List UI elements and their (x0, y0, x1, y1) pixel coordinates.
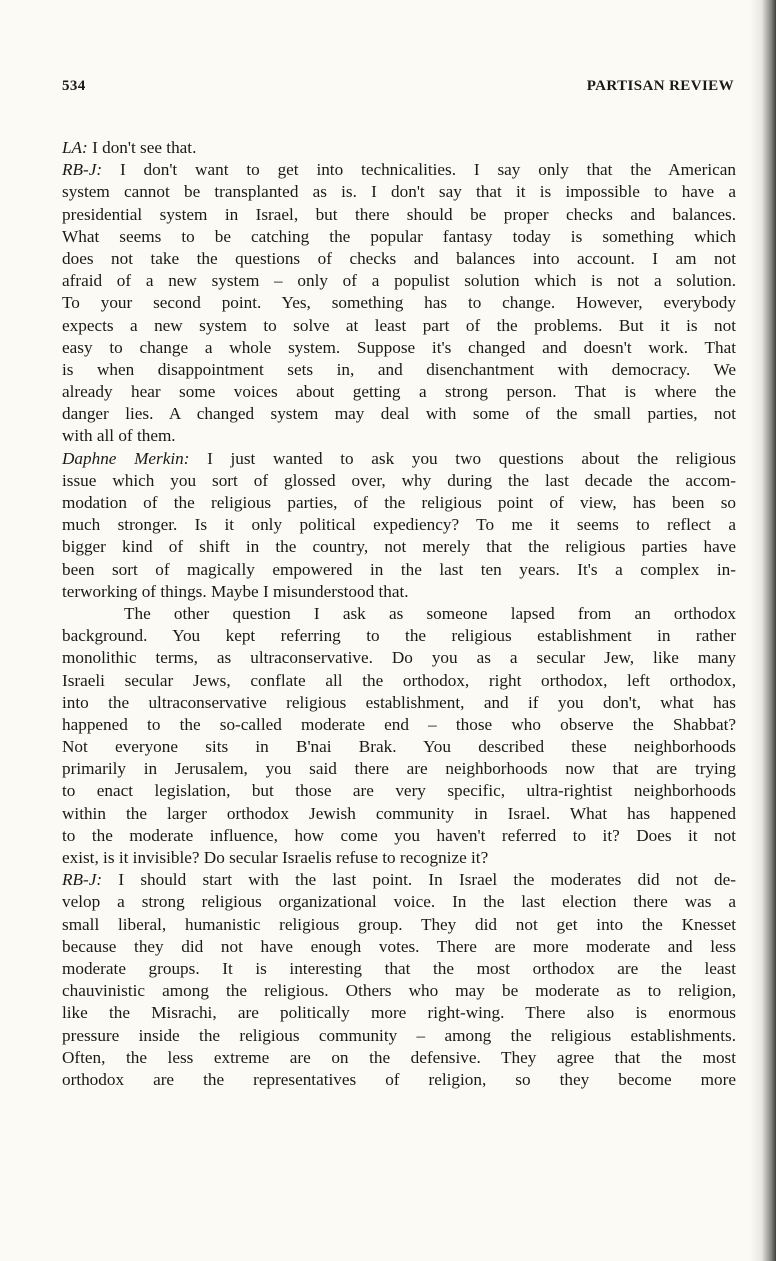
line-text: easy to change a whole system. Suppose it's changed and doesn't work. That (62, 337, 736, 357)
line-text: is when disappointment sets in, and disenchantment with democracy. We (62, 359, 736, 379)
text-line (62, 270, 736, 292)
line-text: I just wanted to ask you two questions about the religious (189, 448, 736, 468)
running-head: PARTISAN REVIEW (586, 78, 734, 94)
text-line (62, 492, 736, 514)
line-text: already hear some voices about getting a strong person. That is where the (62, 382, 736, 402)
line-text: small liberal, humanistic religious group. They did not get into the Knesset (62, 914, 736, 934)
text-line (62, 159, 736, 181)
text-line (62, 758, 736, 780)
text-line (62, 736, 736, 758)
line-text: issue which you sort of glossed over, why during the last decade the accom- (62, 470, 736, 490)
line-text: orthodox are the representatives of religion, so they become more (62, 1069, 736, 1089)
text-line (62, 315, 736, 337)
line-text: background. You kept referring to the religious establishment in rather (62, 626, 736, 646)
text-line (62, 403, 736, 425)
line-text: like the Misrachi, are politically more right-wing. There also is enormous (62, 1003, 736, 1023)
text-line (62, 337, 736, 359)
text-line (62, 248, 736, 270)
text-line (62, 891, 736, 913)
line-text: does not take the questions of checks and balances into account. I am not (62, 248, 736, 268)
text-line (62, 181, 736, 203)
line-text: much stronger. Is it only political expediency? To me it seems to reflect a (62, 515, 736, 535)
line-text: primarily in Jerusalem, you said there are neighborhoods now that are trying (62, 759, 736, 779)
text-line (62, 958, 736, 980)
line-text: bigger kind of shift in the country, not merely that the religious parties have (62, 537, 736, 557)
text-line (62, 847, 736, 869)
text-line (62, 647, 736, 669)
text-line (62, 980, 736, 1002)
text-line (62, 1002, 736, 1024)
text-line (62, 381, 736, 403)
text-line (62, 714, 736, 736)
speaker-label: RB-J: (62, 160, 103, 180)
text-line (62, 936, 736, 958)
text-line (62, 514, 736, 536)
line-text: velop a strong religious organizational voice. In the last election there was a (62, 892, 736, 912)
line-text: happened to the so-called moderate end – those who observe the Shabbat? (62, 714, 736, 734)
text-line (62, 825, 736, 847)
line-text: presidential system in Israel, but there should be proper checks and balances. (62, 204, 736, 224)
line-text: with all of them. (62, 426, 176, 446)
line-text: system cannot be transplanted as is. I don't say that it is impossible to have a (62, 182, 736, 202)
text-line (62, 226, 736, 248)
text-line (62, 536, 736, 558)
line-text: I should start with the last point. In Israel the moderates did not de- (102, 870, 736, 890)
line-text: afraid of a new system – only of a populist solution which is not a solution. (62, 271, 736, 291)
text-line (62, 581, 736, 603)
text-line (62, 1025, 736, 1047)
text-line (62, 625, 736, 647)
text-line (62, 1047, 736, 1069)
line-text: danger lies. A changed system may deal with some of the small parties, not (62, 404, 736, 424)
text-line (62, 359, 736, 381)
text-line (62, 137, 736, 159)
line-text: modation of the religious parties, of the religious point of view, has been so (62, 493, 736, 512)
line-text: pressure inside the religious community – among the religious establishments. (62, 1025, 736, 1045)
line-text: Israeli secular Jews, conflate all the orthodox, right orthodox, left orthodox, (62, 670, 736, 690)
text-line (62, 448, 736, 470)
text-line (62, 692, 736, 714)
text-line (62, 470, 736, 492)
text-line (62, 1069, 736, 1091)
speaker-label: RB-J: (62, 870, 103, 890)
line-text: within the larger orthodox Jewish community in Israel. What has happened (62, 803, 736, 823)
line-text: To your second point. Yes, something has to change. However, everybody (62, 293, 736, 313)
line-text: exist, is it invisible? Do secular Israelis refuse to recognize it? (62, 848, 489, 867)
page-number: 534 (62, 78, 86, 94)
text-line (62, 425, 736, 447)
line-text: Often, the less extreme are on the defensive. They agree that the most (62, 1047, 736, 1067)
line-text: because they did not have enough votes. There are more moderate and less (62, 936, 736, 956)
line-text: terworking of things. Maybe I misunderstood that. (62, 581, 409, 601)
body-text (62, 137, 736, 1091)
text-line (62, 869, 736, 891)
text-line (62, 559, 736, 581)
line-text: into the ultraconservative religious establishment, and if you don't, what has (62, 692, 736, 712)
speaker-label: LA: (62, 138, 88, 157)
line-text: What seems to be catching the popular fantasy today is something which (62, 226, 736, 246)
text-line (62, 914, 736, 936)
line-text: I don't want to get into technicalities. I say only that the American (102, 160, 736, 180)
line-text: I don't see that. (87, 138, 197, 157)
line-text: The other question I ask as someone lapsed from an orthodox (124, 603, 736, 623)
text-line (62, 670, 736, 692)
line-text: chauvinistic among the religious. Others who may be moderate as to religion, (62, 981, 736, 1001)
text-line (62, 803, 736, 825)
text-line (62, 780, 736, 802)
text-line (62, 603, 736, 625)
line-text: monolithic terms, as ultraconservative. Do you as a secular Jew, like many (62, 648, 736, 668)
line-text: to enact legislation, but those are very specific, ultra-rightist neighborhoods (62, 781, 736, 801)
page-header (62, 78, 734, 98)
line-text: to the moderate influence, how come you haven't referred to it? Does it not (62, 825, 736, 845)
text-line (62, 204, 736, 226)
text-line (62, 292, 736, 314)
line-text: Not everyone sits in B'nai Brak. You described these neighborhoods (62, 737, 736, 757)
line-text: expects a new system to solve at least part of the problems. But it is not (62, 315, 736, 335)
line-text: been sort of magically empowered in the last ten years. It's a complex in- (62, 559, 736, 579)
speaker-label: Daphne Merkin: (62, 448, 190, 468)
line-text: moderate groups. It is interesting that the most orthodox are the least (62, 958, 736, 978)
page-edge-shadow (750, 0, 776, 1261)
